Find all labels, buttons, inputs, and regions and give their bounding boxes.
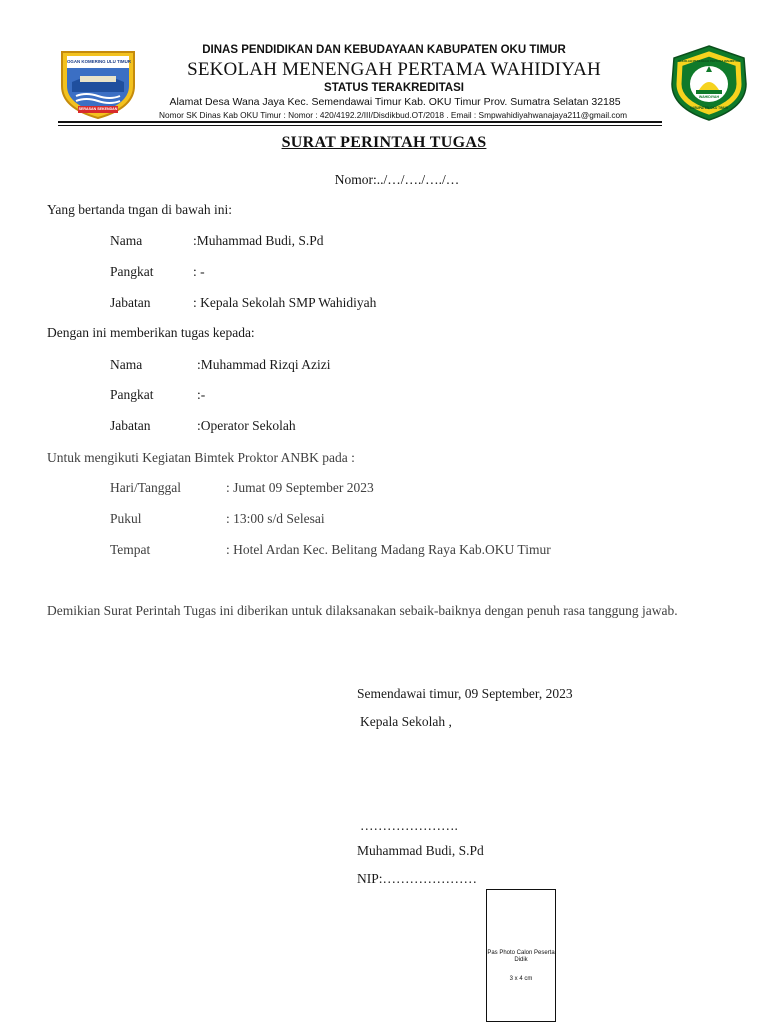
signer-name-value: :Muhammad Budi, S.Pd (193, 233, 324, 248)
signer-position-label: Jabatan (110, 295, 151, 310)
signer-rank-value: : - (193, 264, 205, 279)
letterhead-rule-thin (58, 125, 662, 126)
smp-wahidiyah-emblem-text: SEKOLAH MENENGAH PERTAMA WAHIDIYAH (678, 59, 740, 63)
smp-wahidiyah-emblem-bottom: KABUPATEN OKU TIMUR (689, 106, 729, 110)
accreditation-status: STATUS TERAKREDITASI (324, 82, 464, 94)
smp-wahidiyah-emblem-center: WAHIDIYAH (698, 95, 720, 99)
event-place-value: : Hotel Ardan Kec. Belitang Madang Raya Kab.OKU Timur (226, 542, 551, 557)
assignee-name-value: :Muhammad Rizqi Azizi (197, 357, 331, 372)
photo-placeholder-size: 3 x 4 cm (509, 976, 533, 982)
school-registration: Nomor SK Dinas Kab OKU Timur : Nomor : 420/4192.2/III/Disdikbud.OT/2018 . Email : Smpwahidiyahwanajaya211@gmail.com (158, 110, 628, 120)
signer-name-label: Nama (110, 233, 143, 248)
oku-timur-emblem-ribbon: SERASAN SEKENDAN (78, 107, 118, 111)
photo-placeholder-label: Pas Photo Calon Peserta Didik (487, 950, 555, 963)
signer-name: Muhammad Budi, S.Pd (357, 843, 484, 858)
assignee-position-value: :Operator Sekolah (197, 418, 296, 433)
signer-rank-label: Pangkat (110, 264, 154, 279)
closing-statement: Demikian Surat Perintah Tugas ini diberikan untuk dilaksanakan sebaik-baiknya dengan penuh rasa tanggung jawab. (47, 603, 678, 618)
event-date-label: Hari/Tanggal (110, 480, 182, 495)
signer-nip: NIP:………………… (357, 871, 478, 886)
intro-text: Yang bertanda tngan di bawah ini: (47, 202, 232, 217)
school-name: SEKOLAH MENENGAH PERTAMA WAHIDIYAH (187, 59, 601, 80)
assignee-position-label: Jabatan (110, 418, 151, 433)
purpose-text: Untuk mengikuti Kegiatan Bimtek Proktor ANBK pada : (47, 450, 355, 465)
photo-placeholder (486, 889, 556, 1022)
document-number: Nomor:../…/…./…./… (334, 172, 460, 187)
event-place-label: Tempat (110, 542, 151, 557)
place-date: Semendawai timur, 09 September, 2023 (357, 686, 573, 701)
assignee-rank-value: :- (197, 387, 206, 402)
school-address: Alamat Desa Wana Jaya Kec. Semendawai Timur Kab. OKU Timur Prov. Sumatra Selatan 32185 (169, 96, 621, 108)
letterhead-rule-thick (58, 121, 662, 123)
assignee-name-label: Nama (110, 357, 143, 372)
agency-name: DINAS PENDIDIKAN DAN KEBUDAYAAN KABUPATEN OKU TIMUR (202, 44, 566, 56)
event-time-value: : 13:00 s/d Selesai (226, 511, 325, 526)
oku-timur-emblem-text: OGAN KOMERING ULU TIMUR (67, 59, 131, 64)
event-date-value: : Jumat 09 September 2023 (226, 480, 374, 495)
event-time-label: Pukul (110, 511, 142, 526)
assignment-intro: Dengan ini memberikan tugas kepada: (47, 325, 255, 340)
document-title: SURAT PERINTAH TUGAS (281, 134, 487, 151)
assignee-rank-label: Pangkat (110, 387, 154, 402)
signer-position-value: : Kepala Sekolah SMP Wahidiyah (193, 295, 377, 310)
signer-title: Kepala Sekolah , (360, 714, 452, 729)
signature-line: …………………. (360, 818, 458, 833)
